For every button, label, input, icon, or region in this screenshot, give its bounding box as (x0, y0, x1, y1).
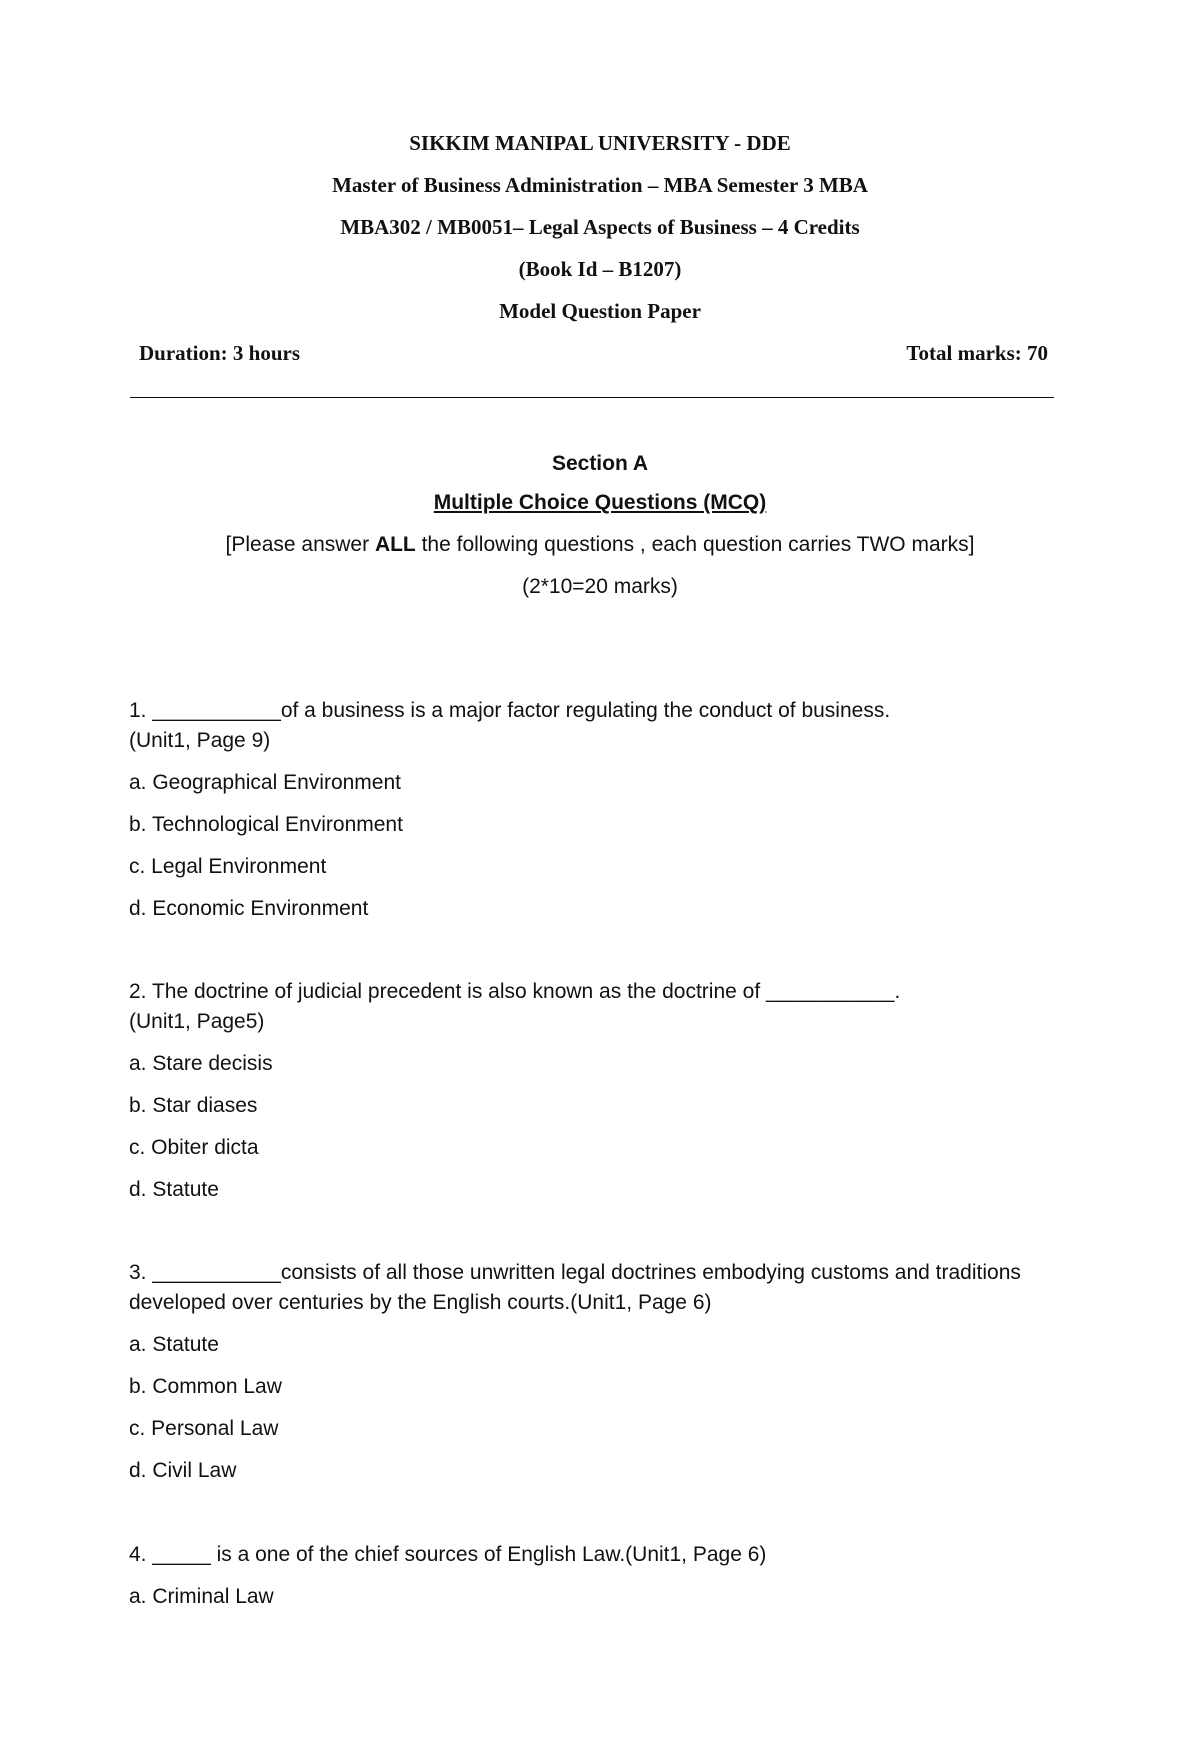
question-1-option-d: d. Economic Environment (129, 897, 369, 920)
section-instruction: [Please answer ALL the following questions , each question carries TWO marks] (225, 533, 975, 556)
question-1-text: 1. ___________of a business is a major factor regulating the conduct of business.(Unit1, Page 9) (129, 699, 891, 752)
section-title: Section A (551, 452, 649, 475)
question-3-option-b: b. Common Law (129, 1375, 282, 1398)
question-2-option-d: d. Statute (129, 1178, 219, 1201)
university-name: SIKKIM MANIPAL UNIVERSITY - DDE (409, 131, 791, 155)
question-3-option-a: a. Statute (129, 1333, 219, 1356)
question-1-option-b: b. Technological Environment (129, 813, 403, 836)
program-title: Master of Business Administration – MBA Semester 3 MBA (332, 173, 868, 197)
question-3-option-d: d. Civil Law (129, 1459, 237, 1482)
question-1-option-c: c. Legal Environment (129, 855, 327, 878)
question-4-text: 4. _____ is a one of the chief sources of English Law.(Unit1, Page 6) (129, 1543, 767, 1566)
total-marks: Total marks: 70 (906, 341, 1048, 365)
duration: Duration: 3 hours (139, 341, 301, 365)
question-3-option-c: c. Personal Law (129, 1417, 279, 1440)
question-2-option-a: a. Stare decisis (129, 1052, 273, 1075)
question-2-option-c: c. Obiter dicta (129, 1136, 259, 1159)
paper-type: Model Question Paper (499, 299, 701, 323)
section-marks: (2*10=20 marks) (522, 575, 678, 598)
course-title: MBA302 / MB0051– Legal Aspects of Business – 4 Credits (340, 215, 860, 239)
question-1-option-a: a. Geographical Environment (129, 771, 401, 794)
section-subtitle: Multiple Choice Questions (MCQ) (433, 491, 767, 514)
header-divider (130, 397, 1054, 398)
question-4-option-a: a. Criminal Law (129, 1585, 274, 1608)
question-2-option-b: b. Star diases (129, 1094, 258, 1117)
question-3-text: 3. ___________consists of all those unwritten legal doctrines embodying customs and traditions developed over centuries by the English courts.(Unit1, Page 6) (129, 1261, 1021, 1314)
book-id: (Book Id – B1207) (518, 257, 682, 281)
question-2-text: 2. The doctrine of judicial precedent is also known as the doctrine of ___________.(Unit1, Page5) (129, 980, 901, 1033)
